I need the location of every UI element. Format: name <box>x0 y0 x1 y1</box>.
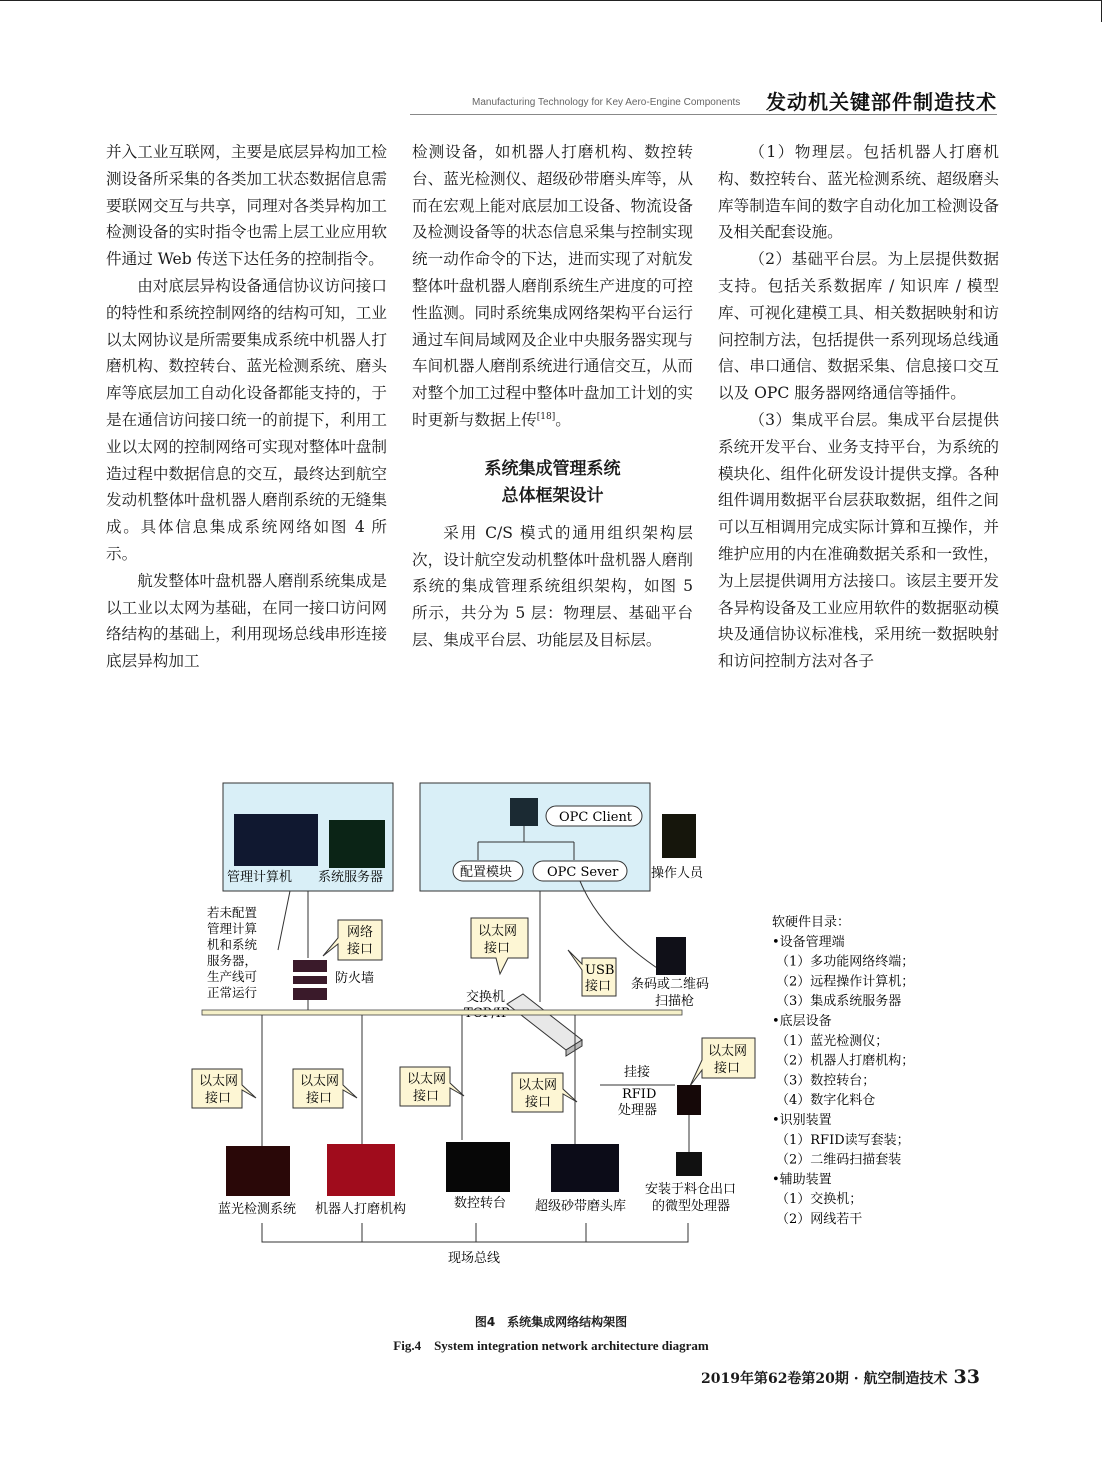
svg-text:以太网: 以太网 <box>518 1078 558 1093</box>
running-header <box>410 86 997 115</box>
svg-text:若未配置: 若未配置 <box>207 905 258 920</box>
page-border-top <box>0 0 1102 1</box>
paragraph: 检测设备，如机器人打磨机构、数控转台、蓝光检测仪、超级砂带磨头库等，从而在宏观上能对底层加工设备、物流设备及检测设备等的状态信息采集与控制实现统一动作命令的下达，进而实现了对航发整体叶盘机器人磨削系统生产进度的可控性监测。同时系统集成网络架构平台运行通过车间局域网及企业中央服务器实现与车间机器人磨削系统进行通信交互，从而对整个加工过程中整体叶盘加工计划的实时更新与数据上传[18]。 <box>412 143 693 429</box>
opc-module-image <box>510 798 538 826</box>
operator-image <box>662 814 696 858</box>
paragraph: 由对底层异构设备通信协议访问接口的特性和系统控制网络的结构可知，工业以太网协议是所需要集成系统中机器人打磨机构、数控转台、蓝光检测系统、磨头库等底层加工自动化设备都能支持的，于是在通信访问接口统一的前提下，利用工业以太网的控制网络可实现对整体叶盘制造过程中数据信息的交互，最终达到航空发动机整体叶盘机器人磨削系统的无缝集成。具体信息集成系统网络如图 4 所示。 <box>106 276 387 563</box>
header-english: Manufacturing Technology for Key Aero-Engine Components <box>472 97 741 108</box>
svg-text:接口: 接口 <box>484 941 511 956</box>
switch-label: 交换机 <box>466 990 506 1005</box>
column-1 <box>106 139 387 675</box>
paragraph: 采用 C/S 模式的通用组织架构层次，设计航空发动机整体叶盘机器人磨削系统的集成管理系统组织架构，如图 5 所示，共分为 5 层：物理层、基础平台层、集成平台层、功能层及目标层。 <box>412 523 693 649</box>
firewall-image <box>293 960 327 1000</box>
rfid-label: RFID <box>622 1087 657 1102</box>
robot-label: 机器人打磨机构 <box>315 1202 407 1217</box>
svg-text:接口: 接口 <box>347 942 374 957</box>
micro-processor-image <box>676 1152 702 1176</box>
svg-text:管理计算: 管理计算 <box>207 921 258 936</box>
rfid-processor-image <box>677 1085 701 1115</box>
list-item: （2）二维码扫描套装 <box>776 1152 902 1168</box>
scanner-label-2: 扫描枪 <box>655 994 695 1009</box>
barcode-scanner-image <box>656 937 686 975</box>
operator-label: 操作人员 <box>651 866 704 881</box>
list-item: •设备管理端 <box>772 934 845 950</box>
svg-text:以太网: 以太网 <box>199 1074 239 1089</box>
list-item: •底层设备 <box>772 1014 832 1029</box>
mgmt-pc-label: 管理计算机 <box>227 870 293 885</box>
svg-text:以太网: 以太网 <box>708 1044 748 1059</box>
list-item: （1）交换机； <box>776 1192 863 1208</box>
list-item: （4）数字化料仓 <box>776 1093 876 1109</box>
svg-text:接口: 接口 <box>714 1061 741 1076</box>
svg-text:网络: 网络 <box>347 925 374 940</box>
paragraph: （3）集成平台层。集成平台层提供系统开发平台、业务支持平台，为系统的模块化、组件化研发设计提供支撑。各种组件调用数据平台层获取数据，组件之间可以互相调用完成实际计算和互操作，并维护应用的内在准确数据关系和一致性，为上层提供调用方法接口。该层主要开发各异构设备及工业应用软件的数据驱动模块及通信协议标准栈，采用统一数据映射和访问控制方法对各子 <box>718 410 999 671</box>
hardware-software-list <box>772 915 914 1227</box>
opc-client-label: OPC Client <box>559 810 633 825</box>
citation-ref[interactable]: [18] <box>536 411 556 422</box>
paragraph: （1）物理层。包括机器人打磨机构、数控转台、蓝光检测系统、超级磨头库等制造车间的数字自动化加工检测设备及相关配套设施。 <box>718 143 999 242</box>
column-2 <box>412 139 693 654</box>
hang-label: 挂接 <box>624 1065 651 1080</box>
firewall-label: 防火墙 <box>335 971 375 986</box>
blue-light-label: 蓝光检测系统 <box>218 1202 297 1217</box>
network-architecture-figure <box>190 780 990 1275</box>
list-item: （1）RFID读写套装； <box>776 1132 910 1148</box>
figure-caption-en: Fig.4 System integration network architecture diagram <box>393 1338 709 1353</box>
svg-text:以太网: 以太网 <box>300 1074 340 1089</box>
paragraph: 航发整体叶盘机器人磨削系统集成是以工业以太网为基础，在同一接口访问网络结构的基础上，利用现场总线串形连接底层异构加工 <box>106 571 387 671</box>
config-module-label: 配置模块 <box>460 865 513 880</box>
figure-caption-zh: 图4 系统集成网络结构架图 <box>474 1315 628 1329</box>
blue-light-system-image <box>226 1146 290 1196</box>
management-computer-image <box>234 814 318 866</box>
list-item: （3）数控转台； <box>776 1073 876 1089</box>
svg-text:接口: 接口 <box>306 1091 333 1106</box>
sys-server-label: 系统服务器 <box>318 870 384 885</box>
page-number: 33 <box>953 1366 980 1388</box>
belt-label: 超级砂带磨头库 <box>535 1199 627 1214</box>
cnc-turntable-image <box>446 1142 510 1192</box>
system-server-image <box>329 820 385 868</box>
svg-text:接口: 接口 <box>525 1095 552 1110</box>
paragraph: 并入工业互联网，主要是底层异构加工检测设备所采集的各类加工状态数据信息需要联网交互与共享，同理对各类异构加工检测设备的实时指令也需上层工业应用软件通过 Web 传送下达任务的控制指令。 <box>106 143 387 269</box>
left-note <box>207 905 258 1000</box>
page-footer <box>701 1366 980 1388</box>
list-item: （1）蓝光检测仪； <box>776 1033 889 1049</box>
list-item: （1）多功能网络终端； <box>776 954 915 970</box>
list-item: （2）机器人打磨机构； <box>776 1053 915 1069</box>
header-chinese: 发动机关键部件制造技术 <box>766 90 997 114</box>
list-item: （2）网线若干 <box>776 1212 863 1227</box>
switch-image <box>507 994 582 1050</box>
section-heading: 系统集成管理系统 总体框架设计 <box>484 458 621 506</box>
svg-text:接口: 接口 <box>585 979 612 994</box>
ethernet-backbone <box>202 1010 682 1015</box>
svg-text:生产线可: 生产线可 <box>207 969 258 984</box>
svg-text:正常运行: 正常运行 <box>207 985 258 1000</box>
opc-server-label: OPC Sever <box>547 865 619 880</box>
list-item: （2）远程操作计算机； <box>776 974 915 990</box>
column-3 <box>718 139 999 675</box>
list-item: （3）集成系统服务器 <box>776 994 902 1010</box>
list-item: •辅助装置 <box>772 1172 832 1188</box>
svg-text:以太网: 以太网 <box>478 924 518 939</box>
micro-label-2: 的微型处理器 <box>652 1199 731 1214</box>
robot-grinder-image <box>327 1144 395 1196</box>
svg-text:USB: USB <box>585 963 615 978</box>
scanner-label-1: 条码或二维码 <box>631 977 710 992</box>
svg-text:服务器，: 服务器， <box>207 953 258 968</box>
abrasive-belt-image <box>551 1144 619 1192</box>
svg-text:接口: 接口 <box>413 1089 440 1104</box>
list-item: •识别装置 <box>772 1113 832 1128</box>
svg-text:接口: 接口 <box>205 1091 232 1106</box>
fieldbus-label: 现场总线 <box>448 1251 501 1266</box>
cnc-label: 数控转台 <box>454 1196 507 1211</box>
svg-text:机和系统: 机和系统 <box>207 937 258 952</box>
micro-label-1: 安装于料仓出口 <box>645 1182 737 1197</box>
svg-text:以太网: 以太网 <box>407 1072 447 1087</box>
list-item: 软硬件目录： <box>772 915 851 930</box>
journal-info: 2019年第62卷第20期 · 航空制造技术 <box>700 1371 948 1387</box>
paragraph: （2）基础平台层。为上层提供数据支持。包括关系数据库 / 知识库 / 模型库、可视化建模工具、相关数据映射和访问控制方法，包括提供一系列现场总线通信、串口通信、数据采集、信息接口交互以及 OPC 服务器网络通信等插件。 <box>718 250 999 403</box>
rfid-processor-label: 处理器 <box>618 1103 658 1118</box>
